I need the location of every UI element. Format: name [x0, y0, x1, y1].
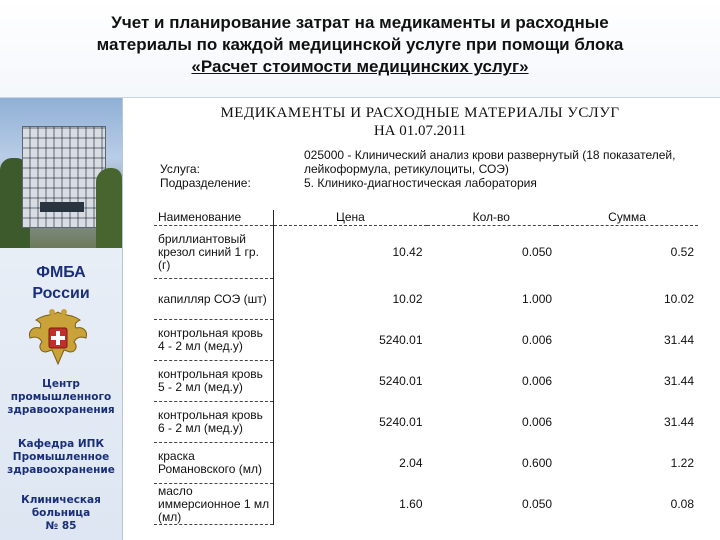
materials-table	[154, 210, 698, 525]
hospital-name-line-1: Клиническая	[21, 494, 101, 506]
cell-price: 5240.01	[379, 414, 423, 429]
cell-qty: 0.050	[522, 496, 553, 511]
slide-title	[0, 0, 720, 98]
cell-sum: 1.22	[670, 455, 694, 470]
cell-sum: 31.44	[663, 373, 694, 388]
cell-price: 10.02	[392, 291, 423, 306]
department-label: Подразделение:	[160, 176, 251, 190]
table-row	[154, 402, 698, 443]
cell-name: масло иммерсионное 1 мл (мл)	[154, 484, 274, 525]
cell-qty: 0.050	[522, 244, 553, 259]
cell-name: бриллиантовый крезол синий 1 гр. (г)	[154, 226, 274, 279]
tree-right	[96, 168, 122, 248]
cell-name: контрольная кровь 4 - 2 мл (мед.у)	[154, 320, 274, 361]
cell-qty: 0.006	[522, 332, 553, 347]
cell-price: 2.04	[399, 455, 423, 470]
org-name-line-1: ФМБА	[36, 264, 86, 281]
department-name-line-2: Промышленное	[12, 451, 110, 463]
slide-title-line-1: Учет и планирование затрат на медикаменты и расходные	[111, 13, 609, 32]
cell-name: контрольная кровь 6 - 2 мл (мед.у)	[154, 402, 274, 443]
center-name-line-3: здравоохранения	[7, 404, 115, 416]
column-header-qty: Кол-во	[427, 210, 557, 226]
cell-qty: 0.600	[522, 455, 553, 470]
column-header-price: Цена	[274, 210, 427, 226]
cell-sum: 31.44	[663, 414, 694, 429]
cell-qty: 0.006	[522, 414, 553, 429]
slide-title-line-2: материалы по каждой медицинской услуге при помощи блока	[96, 35, 624, 54]
table-row	[154, 361, 698, 402]
cell-sum: 0.08	[670, 496, 694, 511]
cell-qty: 1.000	[522, 291, 553, 306]
service-label: Услуга:	[160, 162, 200, 176]
report-document	[140, 104, 700, 524]
cell-sum: 0.52	[670, 244, 694, 259]
cell-price: 5240.01	[379, 332, 423, 347]
service-value: 025000 - Клинический анализ крови развернутый (18 показателей, лейкоформула, ретикулоциты, СОЭ)	[304, 148, 676, 176]
building	[22, 126, 106, 228]
cell-qty: 0.006	[522, 373, 553, 388]
department-value: 5. Клинико-диагностическая лаборатория	[304, 176, 537, 190]
center-name-line-2: промышленного	[10, 391, 112, 403]
report-title: МЕДИКАМЕНТЫ И РАСХОДНЫЕ МАТЕРИАЛЫ УСЛУГ	[220, 105, 620, 121]
cell-price: 1.60	[399, 496, 423, 511]
table-header-row	[154, 210, 698, 226]
cell-price: 10.42	[392, 244, 423, 259]
hospital-building-photo	[0, 98, 122, 248]
service-info	[140, 146, 700, 208]
cell-name: контрольная кровь 5 - 2 мл (мед.у)	[154, 361, 274, 402]
department-name-line-3: здравоохранение	[7, 464, 115, 476]
table-row	[154, 279, 698, 320]
hospital-name-line-2: больница	[31, 507, 91, 519]
report-date: НА 01.07.2011	[373, 123, 467, 139]
slide-title-line-3: «Расчет стоимости медицинских услуг»	[191, 57, 529, 76]
cell-sum: 31.44	[663, 332, 694, 347]
org-name	[0, 262, 122, 304]
cell-sum: 10.02	[663, 291, 694, 306]
org-name-line-2: России	[32, 285, 90, 302]
building-sign	[40, 202, 84, 212]
department-name-line-1: Кафедра ИПК	[17, 438, 105, 450]
hospital-name-line-3: № 85	[45, 520, 77, 532]
table-row	[154, 484, 698, 525]
sidebar	[0, 98, 123, 540]
cell-price: 5240.01	[379, 373, 423, 388]
table-row	[154, 320, 698, 361]
center-name	[0, 378, 122, 417]
column-header-sum: Сумма	[556, 210, 698, 226]
column-header-name: Наименование	[154, 210, 274, 226]
cell-name: краска Романовского (мл)	[154, 443, 274, 484]
hospital-name	[0, 494, 122, 533]
center-name-line-1: Центр	[42, 378, 80, 390]
table-row	[154, 226, 698, 279]
cell-name: капилляр СОЭ (шт)	[154, 279, 274, 320]
department-name	[0, 438, 122, 477]
table-row	[154, 443, 698, 484]
emblem-icon	[22, 306, 94, 370]
